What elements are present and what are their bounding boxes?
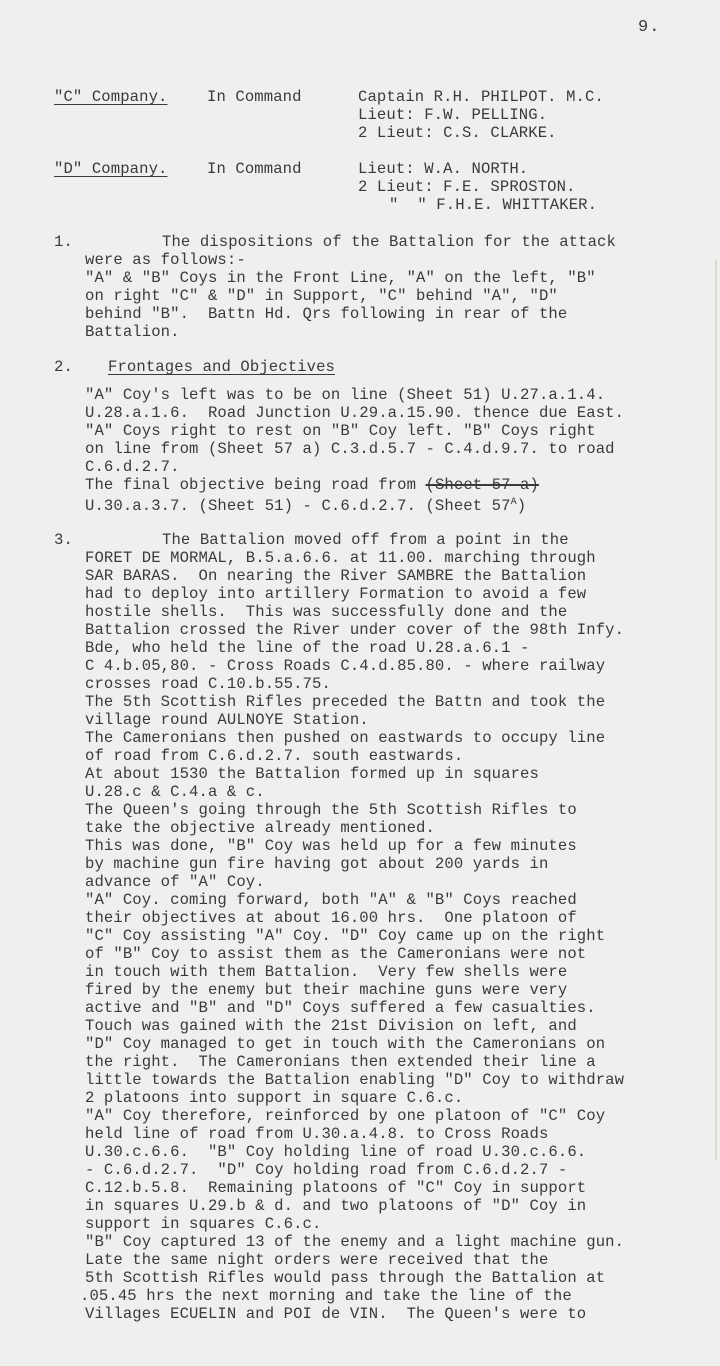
company-d-label: "D" Company. [54,160,168,178]
para1-line: behind "B". Battn Hd. Qrs following in rear of the [85,305,568,323]
para3-line: of road from C.6.d.2.7. south eastwards. [85,747,464,765]
para3-line: active and "B" and "D" Coys suffered a few casualties. [85,999,596,1017]
para3-line: village round AULNOYE Station. [85,711,369,729]
para3-line: of "B" Coy to assist them as the Cameronians were not [85,945,587,963]
para3-line: "B" Coy captured 13 of the enemy and a light machine gun. [85,1233,625,1251]
para2-number: 2. [54,358,73,376]
para2-final-objective-line2 [85,494,526,515]
para3-line: advance of "A" Coy. [85,873,265,891]
para2-final-objective [85,476,539,494]
para3-line: C.12.b.5.8. Remaining platoons of "C" Coy in support [85,1179,587,1197]
scan-shadow [715,260,717,1160]
superscript: A [510,497,517,508]
para3-line: "D" Coy managed to get in touch with the Cameronians on [85,1035,606,1053]
para2-line: "A" Coy's left was to be on line (Sheet 51) U.27.a.1.4. [85,386,606,404]
para3-line: hostile shells. This was successfully done and the [85,603,568,621]
para3-line: .05.45 hrs the next morning and take the line of the [80,1287,572,1305]
company-d-officer: " " F.H.E. WHITTAKER. [389,196,598,214]
para3-line: "C" Coy assisting "A" Coy. "D" Coy came up on the right [85,927,606,945]
para2-line: U.28.a.1.6. Road Junction U.29.a.15.90. thence due East. [85,404,625,422]
para3-line: The Cameronians then pushed on eastwards to occupy line [85,729,606,747]
para3-line: in touch with them Battalion. Very few shells were [85,963,568,981]
para3-line: SAR BARAS. On nearing the River SAMBRE the Battalion [85,567,587,585]
para3-line: the right. The Cameronians then extended their line a [85,1053,596,1071]
para3-line: 2 platoons into support in square C.6.c. [85,1089,464,1107]
para3-line: This was done, "B" Coy was held up for a few minutes [85,837,577,855]
struck-text: (Sheet 57 a) [425,476,539,494]
para3-number: 3. [54,531,73,549]
company-c-officer: Captain R.H. PHILPOT. M.C. [358,88,604,106]
para3-line: The 5th Scottish Rifles preceded the Battn and took the [85,693,606,711]
para2-heading: Frontages and Objectives [108,358,335,376]
para3-line: held line of road from U.30.a.4.8. to Cross Roads [85,1125,549,1143]
para3-line: fired by the enemy but their machine guns were very [85,981,568,999]
para3-line: Touch was gained with the 21st Division on left, and [85,1017,577,1035]
para3-line: Late the same night orders were received that the [85,1251,549,1269]
para3-line: U.28.c & C.4.a & c. [85,783,265,801]
para3-line: crosses road C.10.b.55.75. [85,675,331,693]
para3-line: Bde, who held the line of the road U.28.a.6.1 - [85,639,530,657]
para3-line: Battalion crossed the River under cover of the 98th Infy. [85,621,625,639]
para1-line: "A" & "B" Coys in the Front Line, "A" on the left, "B" [85,269,596,287]
para3-line: Villages ECUELIN and POI de VIN. The Queen's were to [85,1305,587,1323]
para1-line: Battalion. [85,323,180,341]
page-number: 9. [638,18,661,37]
para3-line: support in squares C.6.c. [85,1215,322,1233]
para1-number: 1. [54,233,73,251]
para3-line: The Battalion moved off from a point in the [162,531,569,549]
para3-line: little towards the Battalion enabling "D" Coy to withdraw [85,1071,625,1089]
para3-line: take the objective already mentioned. [85,819,435,837]
final-objective-close: ) [516,497,527,516]
company-c-officer: 2 Lieut: C.S. CLARKE. [358,124,557,142]
para3-line: "A" Coy therefore, reinforced by one platoon of "C" Coy [85,1107,606,1125]
para3-line: 5th Scottish Rifles would pass through the Battalion at [85,1269,606,1287]
para3-line: U.30.c.6.6. "B" Coy holding line of road U.30.c.6.6. [85,1143,587,1161]
para2-line: "A" Coys right to rest on "B" Coy left. "B" Coys right [85,422,596,440]
company-c-label: "C" Company. [54,88,168,106]
para3-line: their objectives at about 16.00 hrs. One platoon of [85,909,577,927]
para1-line: on right "C" & "D" in Support, "C" behind "A", "D" [85,287,558,305]
para3-line: by machine gun fire having got about 200 yards in [85,855,549,873]
final-objective-ref: U.30.a.3.7. (Sheet 51) - C.6.d.2.7. (Sheet 57 [85,497,511,516]
para3-line: C 4.b.05,80. - Cross Roads C.4.d.85.80. - where railway [85,657,606,675]
para1-line: The dispositions of the Battalion for the attack [162,233,616,251]
company-d-officer: 2 Lieut: F.E. SPROSTON. [358,178,576,196]
para2-line: C.6.d.2.7. [85,458,180,476]
company-c-officer: Lieut: F.W. PELLING. [358,106,548,124]
para3-line: in squares U.29.b & d. and two platoons of "D" Coy in [85,1197,587,1215]
para3-line: FORET DE MORMAL, B.5.a.6.6. at 11.00. marching through [85,549,596,567]
company-d-officer: Lieut: W.A. NORTH. [358,160,529,178]
final-objective-prefix: The final objective being road from [85,476,426,494]
company-d-role: In Command [207,160,302,178]
para3-line: had to deploy into artillery Formation to avoid a few [85,585,587,603]
para2-line: on line from (Sheet 57 a) C.3.d.5.7 - C.4.d.9.7. to road [85,440,615,458]
para3-line: "A" Coy. coming forward, both "A" & "B" Coys reached [85,891,577,909]
company-c-role: In Command [207,88,302,106]
para1-line: were as follows:- [85,251,246,269]
para3-line: The Queen's going through the 5th Scottish Rifles to [85,801,577,819]
para3-line: At about 1530 the Battalion formed up in squares [85,765,539,783]
para3-line: - C.6.d.2.7. "D" Coy holding road from C.6.d.2.7 - [85,1161,568,1179]
